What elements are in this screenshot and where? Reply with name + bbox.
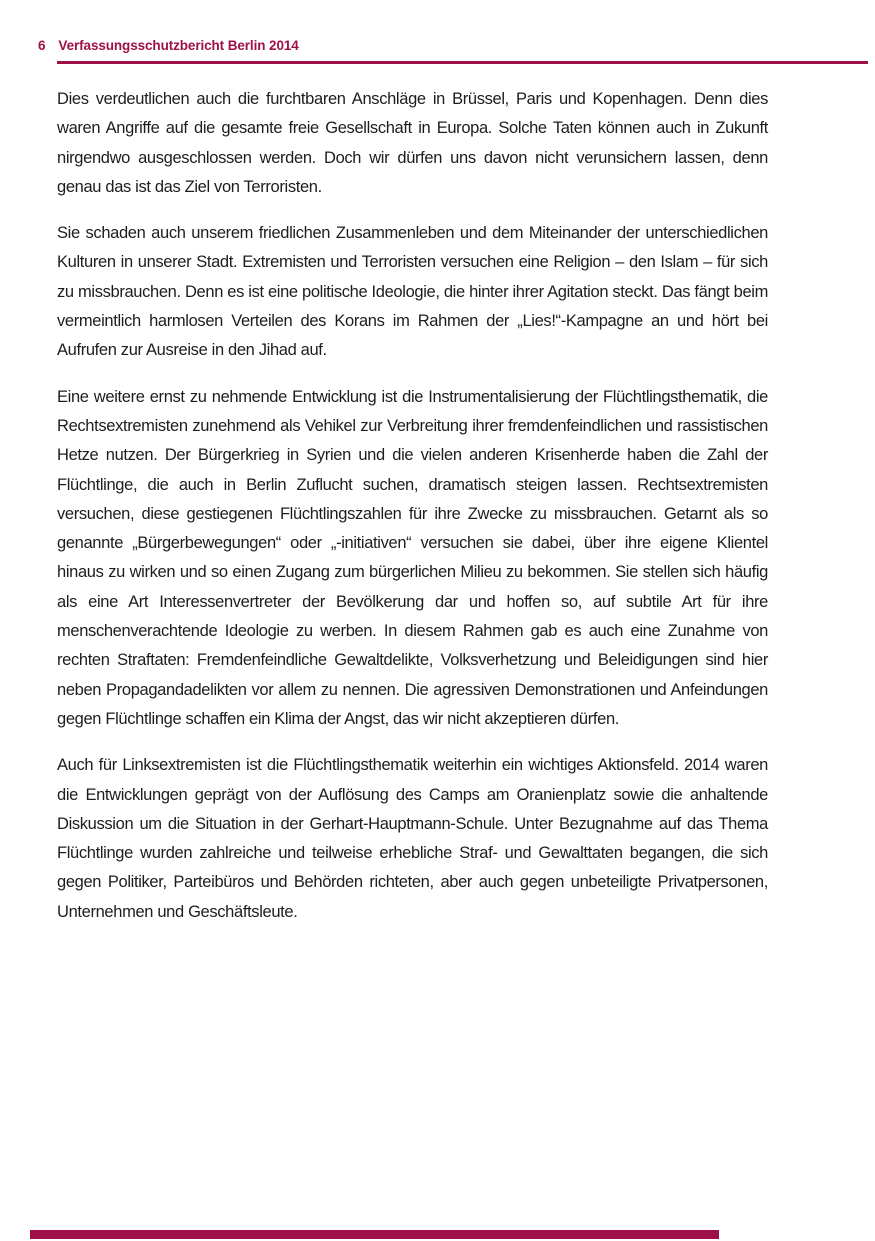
paragraph-left-extremists: Auch für Linksextremisten ist die Flüchtlingsthematik weiterhin ein wichtiges Aktionsfeld. 2014 waren die Entwicklungen geprägt von der Auflösung des Camps am Oranienplatz sowie die anhaltende Diskussion um die Situation in der Gerhart-Hauptmann-Schule. Unter Bezugnahme auf das Thema Flüchtlinge wurden zahlreiche und teilweise erhebliche Straf- und Gewalttaten begangen, die sich gegen Politiker, Parteibüros und Behörden richteten, aber auch gegen unbeteiligte Privatpersonen, Unternehmen und Geschäftsleute. [57,756,768,921]
body-text [57,85,768,927]
page-header [38,38,299,53]
header-rule-divider [57,61,868,64]
page-number: 6 [38,38,46,53]
paragraph-coexistence: Sie schaden auch unserem friedlichen Zusammenleben und dem Miteinander der unterschiedlichen Kulturen in unserer Stadt. Extremisten und Terroristen versuchen eine Religion – den Islam – für sich zu missbrauchen. Denn es ist eine politische Ideologie, die hinter ihrer Agitation steckt. Das fängt beim vermeintlich harmlosen Verteilen des Korans im Rahmen der „Lies!“-Kampagne an und hört bei Aufrufen zur Ausreise in den Jihad auf. [57,224,768,360]
report-title: Verfassungsschutzbericht Berlin 2014 [58,38,299,53]
paragraph-refugee-instrumentalisation: Eine weitere ernst zu nehmende Entwicklung ist die Instrumentalisierung der Flüchtlingsthematik, die Rechtsextremisten zunehmend als Vehikel zur Verbreitung ihrer fremdenfeindlichen und rassistischen Hetze nutzen. Der Bürgerkrieg in Syrien und die vielen anderen Krisenherde haben die Zahl der Flüchtlinge, die auch in Berlin Zuflucht suchen, dramatisch steigen lassen. Rechtsextremisten versuchen, diese gestiegenen Flüchtlingszahlen für ihre Zwecke zu missbrauchen. Getarnt als so genannte „Bürgerbewegungen“ oder „-initiativen“ versuchen sie dabei, über ihre eigene Klientel hinaus zu wirken und so einen Zugang zum bürgerlichen Milieu zu bekommen. Sie stellen sich häufig als eine Art Interessenvertreter der Bevölkerung dar und hoffen so, auf subtile Art für ihre menschenverachtende Ideologie zu werben. In diesem Rahmen gab es auch eine Zunahme von rechten Straftaten: Fremdenfeindliche Gewaltdelikte, Volksverhetzung und Beleidigungen sind hier neben Propagandadelikten vor allem zu nennen. Die agressiven Demonstrationen und Anfeindungen gegen Flüchtlinge schaffen ein Klima der Angst, das wir nicht akzeptieren dürfen. [57,387,768,728]
footer-bar [30,1230,719,1239]
paragraph-terror-attacks: Dies verdeutlichen auch die furchtbaren Anschläge in Brüssel, Paris und Kopenhagen. Denn dies waren Angriffe auf die gesamte freie Gesellschaft in Europa. Solche Taten können auch in Zukunft nirgendwo ausgeschlossen werden. Doch wir dürfen uns davon nicht verunsichern lassen, denn genau das ist das Ziel von Terroristen. [57,90,768,196]
